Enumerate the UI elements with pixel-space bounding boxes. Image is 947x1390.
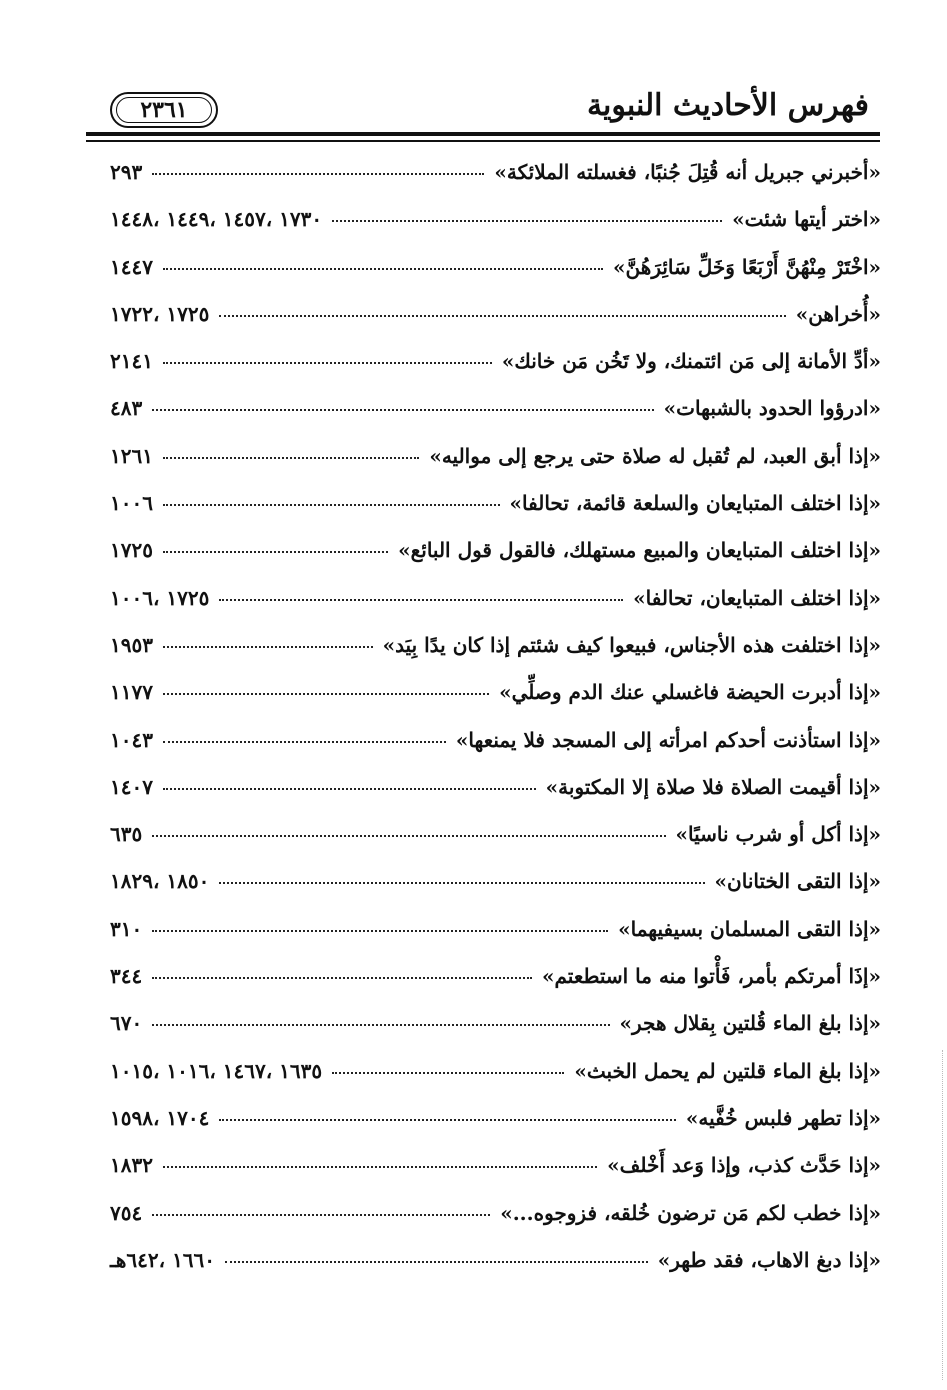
leader-dots <box>332 1072 564 1074</box>
hadith-text: «إذا التقى الختانان» <box>714 869 881 894</box>
page-references: ١٨٥٠ ،١٨٢٩ <box>110 869 210 894</box>
index-entry <box>110 1059 881 1106</box>
hadith-text: «أخبرني جبريل أنه قُتِلَ جُنبًا، فغسلته الملائكة» <box>494 160 881 184</box>
leader-dots <box>152 409 653 411</box>
index-entry <box>110 586 881 633</box>
leader-dots <box>219 882 704 884</box>
hadith-text: «إذا أبق العبد، لم تُقبل له صلاة حتى يرجع إلى مواليه» <box>429 443 881 468</box>
leader-dots <box>163 788 536 790</box>
header-rule-thin <box>86 140 880 142</box>
index-entry <box>110 1106 881 1153</box>
margin-mark <box>941 1050 943 1380</box>
hadith-text: «إذا بلغ الماء قلتين لم يحمل الخبث» <box>574 1058 881 1083</box>
page-references: ٦٧٠ <box>110 1011 143 1036</box>
hadith-text: «إذا بلغ الماء قُلتين بِقلال هجر» <box>619 1011 881 1036</box>
page-references: ١٠٤٣ <box>110 727 153 752</box>
index-entry <box>110 917 881 964</box>
leader-dots <box>219 1119 676 1121</box>
index-entry <box>110 349 881 396</box>
hadith-text: «أدِّ الأمانة إلى مَن ائتمنك، ولا تَخُن مَن خانك» <box>501 349 881 374</box>
index-entry <box>110 869 881 916</box>
leader-dots <box>152 1024 609 1026</box>
hadith-text: «إذا اختلف المتبايعان والسلعة قائمة، تحالفا» <box>509 491 881 516</box>
index-entry <box>110 775 881 822</box>
hadith-text: «إذا اختلف المتبايعان، تحالفا» <box>633 585 881 610</box>
page-references: ٧٥٤ <box>110 1200 143 1225</box>
hadith-text: «إذا التقى المسلمان بسيفيهما» <box>618 916 881 941</box>
page-references: ٣٤٤ <box>110 964 143 989</box>
hadith-text: «إذا دبغ الاهاب، فقد طهر» <box>657 1247 881 1272</box>
leader-dots <box>163 741 446 743</box>
hadith-index-list <box>110 160 881 1295</box>
leader-dots <box>163 646 373 648</box>
hadith-text: «إذا تطهر فلبس خُفَّيه» <box>685 1105 881 1130</box>
header-rule-thick <box>86 132 880 136</box>
index-entry <box>110 680 881 727</box>
leader-dots <box>152 930 608 932</box>
page-references: ١٤٤٧ <box>110 254 153 279</box>
index-entry <box>110 160 881 207</box>
page-references: ٢١٤١ <box>110 349 153 374</box>
hadith-text: «إذا أقيمت الصلاة فلا صلاة إلا المكتوبة» <box>545 774 881 799</box>
index-entry <box>110 302 881 349</box>
page-references: ١٧٢٥ ،١٠٠٦ <box>110 585 210 610</box>
page-references: ١٧٢٥ ،١٧٢٢ <box>110 301 210 326</box>
page-title: فهرس الأحاديث النبوية <box>586 88 869 123</box>
hadith-text: «إذا خطب لكم مَن ترضون خُلقه، فزوجوه...» <box>500 1200 881 1225</box>
hadith-text: «اختر أيتها شئت» <box>732 207 881 232</box>
leader-dots <box>225 1261 648 1263</box>
index-entry <box>110 964 881 1011</box>
leader-dots <box>163 551 388 553</box>
leader-dots <box>219 315 785 317</box>
leader-dots <box>163 268 603 270</box>
page-references: ١١٧٧ <box>110 680 153 705</box>
leader-dots <box>219 599 623 601</box>
index-entry <box>110 822 881 869</box>
index-entry <box>110 396 881 443</box>
leader-dots <box>152 835 665 837</box>
index-entry <box>110 207 881 254</box>
page-references: ١٢٦١ <box>110 443 153 468</box>
page-references: ١٤٠٧ <box>110 774 153 799</box>
leader-dots <box>152 173 484 175</box>
hadith-text: «إذا استأذنت أحدكم امرأته إلى المسجد فلا يمنعها» <box>455 727 881 752</box>
page-references: ٣١٠ <box>110 916 143 941</box>
index-entry <box>110 1248 881 1295</box>
index-entry <box>110 1153 881 1200</box>
hadith-text: «اخْتَرْ مِنْهُنَّ أَرْبَعًا وَخَلِّ سَائِرَهُنَّ» <box>613 254 881 279</box>
index-entry <box>110 1201 881 1248</box>
page-references: ١٧٠٤ ،١٥٩٨ <box>110 1105 210 1130</box>
leader-dots <box>152 977 532 979</box>
hadith-text: «إذَا أمرتكم بأمر، فَأْتوا منه ما استطعتم» <box>541 964 881 989</box>
hadith-text: «أُخراهن» <box>795 301 881 326</box>
page-number: ٢٣٦١ <box>140 97 188 123</box>
page-references: ٢٩٣ <box>110 160 143 184</box>
page-references: ١٠٠٦ <box>110 491 153 516</box>
page-references: ١٩٥٣ <box>110 632 153 657</box>
index-entry <box>110 444 881 491</box>
index-entry <box>110 1011 881 1058</box>
leader-dots <box>163 362 492 364</box>
page-references: ٦٣٥ <box>110 822 143 847</box>
index-entry <box>110 491 881 538</box>
hadith-text: «إذا أدبرت الحيضة فاغسلي عنك الدم وصلِّي» <box>499 680 881 705</box>
page-references: ١٧٣٠ ،١٤٥٧ ،١٤٤٩ ،١٤٤٨ <box>110 207 323 232</box>
leader-dots <box>163 693 489 695</box>
index-entry <box>110 728 881 775</box>
index-entry <box>110 538 881 585</box>
leader-dots <box>163 504 500 506</box>
hadith-text: «إذا اختلفت هذه الأجناس، فبيعوا كيف شئتم إذا كان يدًا بِيَد» <box>382 632 881 657</box>
leader-dots <box>332 220 722 222</box>
hadith-text: «ادرؤوا الحدود بالشبهات» <box>663 396 881 421</box>
leader-dots <box>163 1166 597 1168</box>
leader-dots <box>163 457 419 459</box>
page-references: ١٦٦٠ ،٦٤٢هـ <box>110 1247 216 1272</box>
leader-dots <box>152 1214 490 1216</box>
page-header <box>100 70 869 132</box>
index-entry <box>110 633 881 680</box>
page-references: ١٨٣٢ <box>110 1153 153 1178</box>
index-entry <box>110 255 881 302</box>
page-references: ١٦٣٥ ،١٤٦٧ ،١٠١٦ ،١٠١٥ <box>110 1058 323 1083</box>
hadith-text: «إذا أكل أو شرب ناسيًا» <box>675 822 881 847</box>
hadith-text: «إذا حَدَّث كذب، وإذا وَعد أَخْلف» <box>607 1153 881 1178</box>
page-references: ١٧٢٥ <box>110 538 153 563</box>
page-references: ٤٨٣ <box>110 396 143 421</box>
page-number-badge <box>110 92 218 128</box>
hadith-text: «إذا اختلف المتبايعان والمبيع مستهلك، فالقول قول البائع» <box>398 538 881 563</box>
